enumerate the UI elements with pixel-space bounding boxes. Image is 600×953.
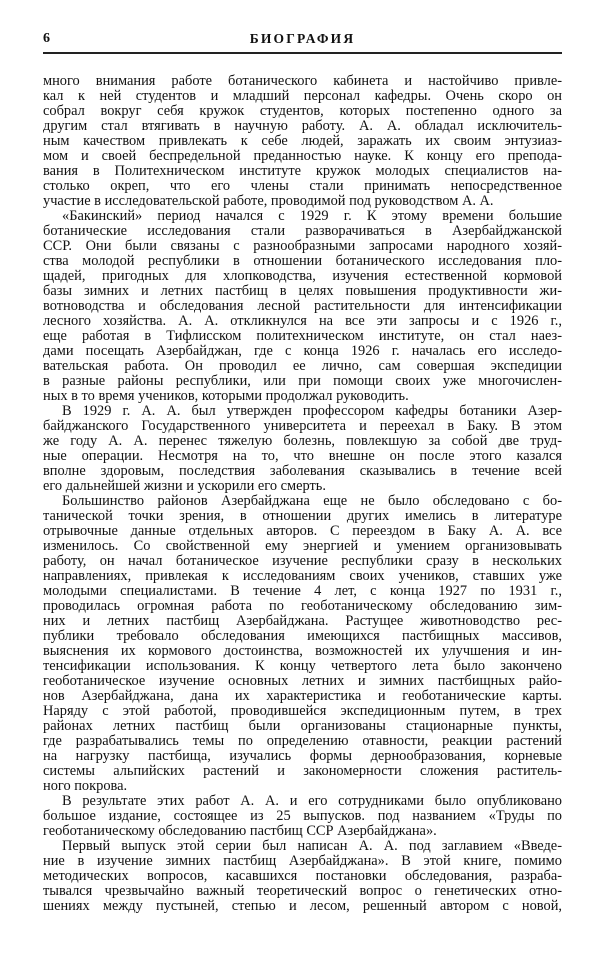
text-line: работу, он начал ботаническое изучение республики сразу в нескольких bbox=[43, 553, 562, 569]
text-line: ным качеством привлекать к себе людей, заражать их своим энтузиаз- bbox=[43, 133, 562, 149]
text-line: его дальнейшей жизни и ускорили его смерть. bbox=[43, 478, 326, 494]
text-line: ССР. Они были связаны с разнообразными запросами народного хозяй- bbox=[43, 238, 562, 254]
text-line: байджанского Государственного университета и переехал в Баку. В этом bbox=[43, 418, 562, 434]
text-line: «Бакинский» период начался с 1929 г. К этому времени большие bbox=[62, 208, 562, 224]
text-line: базы зимних и летних пастбищ в целях повышения продуктивности жи- bbox=[43, 283, 562, 299]
text-line: нов Азербайджана, дана их характеристика и геоботанические карты. bbox=[43, 688, 562, 704]
text-line: В результате этих работ А. А. и его сотрудниками было опубликовано bbox=[62, 793, 562, 809]
text-line: выяснения их кормового достоинства, возможностей их улучшения и ин- bbox=[43, 643, 562, 659]
page-number: 6 bbox=[43, 31, 50, 46]
text-line: столько окреп, что его члены стали принимать непосредственное bbox=[43, 178, 562, 194]
text-line: ные операции. Несмотря на то, что внешне он после этого казался bbox=[43, 448, 562, 464]
paragraph bbox=[43, 839, 562, 914]
text-line: системы альпийских растений и закономерности сложения раститель- bbox=[43, 763, 562, 779]
text-line: вания в Политехническом институте кружок молодых специалистов на- bbox=[43, 163, 562, 179]
text-line: изменилось. Со свойственной ему энергией и умением организовывать bbox=[43, 538, 562, 554]
text-line: еще работая в Тифлисском политехническом институте, он стал наез- bbox=[43, 328, 562, 344]
text-line: Наряду с этой работой, проводившейся экспедиционным путем, в трех bbox=[43, 703, 562, 719]
text-line: дами посещать Азербайджан, где с конца 1926 г. началась его исследо- bbox=[43, 343, 562, 359]
text-line: шениях между пустыней, степью и лесом, решенный автором с новой, bbox=[43, 898, 562, 914]
text-line: ного покрова. bbox=[43, 778, 128, 794]
text-line: мом и своей беспредельной преданностью науке. К концу его препода- bbox=[43, 148, 562, 164]
text-line: отрывочные данные отдельных авторов. С переездом в Баку А. А. все bbox=[43, 523, 562, 539]
running-title: БИОГРАФИЯ bbox=[249, 31, 356, 46]
text-line: них и летних пастбищ Азербайджана. Растущее животноводство рес- bbox=[43, 613, 562, 629]
text-line: лесного хозяйства. А. А. откликнулся на все эти запросы и с 1926 г., bbox=[43, 313, 562, 329]
text-line: публики требовало обследования имеющихся пастбищных массивов, bbox=[43, 628, 562, 644]
text-line: большое издание, состоящее из 25 выпусков. под названием «Труды по bbox=[43, 808, 562, 824]
text-line: районах летних пастбищ были организованы стационарные пункты, bbox=[43, 718, 562, 734]
text-line: В 1929 г. А. А. был утвержден профессором кафедры ботаники Азер- bbox=[62, 403, 562, 419]
text-line: геоботаническому обследованию пастбищ ССР Азербайджана». bbox=[43, 823, 437, 839]
text-line: направлениях, привлекая к исследованиям своих учеников, ставших уже bbox=[43, 568, 562, 584]
text-line: геоботаническое изучение основных летних и зимних пастбищных райо- bbox=[43, 673, 562, 689]
text-line: ботанические исследования стали разворачиваться в Азербайджанской bbox=[43, 223, 562, 239]
text-line: ных в то время учеников, которыми продолжал руководить. bbox=[43, 388, 409, 404]
text-line: кал к ней студентов и младший персонал кафедры. Очень скоро он bbox=[43, 88, 562, 104]
text-line: проводилась огромная работа по геоботаническому обследованию зим- bbox=[43, 598, 562, 614]
text-line: собрал вокруг себя кружок студентов, которых постепенно одного за bbox=[43, 103, 562, 119]
text-line: танической точки зрения, в отношении других имелись в литературе bbox=[43, 508, 562, 524]
text-line: другим стал втягивать в научную работу. А. А. обладал исключитель- bbox=[43, 118, 562, 134]
page-header bbox=[43, 31, 562, 51]
text-line: тывался чрезвычайно важный теоретический вопрос о генетических отно- bbox=[43, 883, 562, 899]
text-line: вполне здоровым, последствия заболевания сказывались в течение всей bbox=[43, 463, 562, 479]
text-line: молодыми специалистами. В течение 4 лет, с конца 1927 по 1931 г., bbox=[43, 583, 562, 599]
text-line: ства молодой республики в отношении ботанического исследования пло- bbox=[43, 253, 562, 269]
text-line: ние в изучение зимних пастбищ Азербайджана». В этой книге, помимо bbox=[43, 853, 562, 869]
text-line: же году А. А. перенес тяжелую болезнь, повлекшую за собой две труд- bbox=[43, 433, 562, 449]
paragraph bbox=[43, 74, 562, 209]
text-line: много внимания работе ботанического кабинета и настойчиво привле- bbox=[43, 73, 562, 89]
paragraph bbox=[43, 794, 562, 839]
text-line: Первый выпуск этой серии был написан А. А. под заглавием «Введе- bbox=[62, 838, 562, 854]
paragraph bbox=[43, 494, 562, 794]
text-line: тенсификации использования. К концу четвертого лета было закончено bbox=[43, 658, 562, 674]
text-line: вотноводства и обследования лесной растительности для интенсификации bbox=[43, 298, 562, 314]
text-line: щадей, пригодных для хлопководства, изучения естественной кормовой bbox=[43, 268, 562, 284]
paragraph bbox=[43, 404, 562, 494]
text-line: методических вопросов, касавшихся постановки обследования, разраба- bbox=[43, 868, 562, 884]
text-line: где разрабатывались темы по определению отавности, реакции растений bbox=[43, 733, 562, 749]
body-text bbox=[43, 74, 562, 914]
text-line: участие в исследовательской работе, проводимой под руководством А. А. bbox=[43, 193, 494, 209]
text-line: Большинство районов Азербайджана еще не было обследовано с бо- bbox=[62, 493, 562, 509]
text-line: вательская работа. Он проводил ее лично, сам совершая экспедиции bbox=[43, 358, 562, 374]
paragraph bbox=[43, 209, 562, 404]
text-line: на нагрузку пастбища, изучались формы дернообразования, корневые bbox=[43, 748, 562, 764]
header-rule bbox=[43, 52, 562, 54]
text-line: в разные районы республики, или при помощи своих уже многочислен- bbox=[43, 373, 562, 389]
